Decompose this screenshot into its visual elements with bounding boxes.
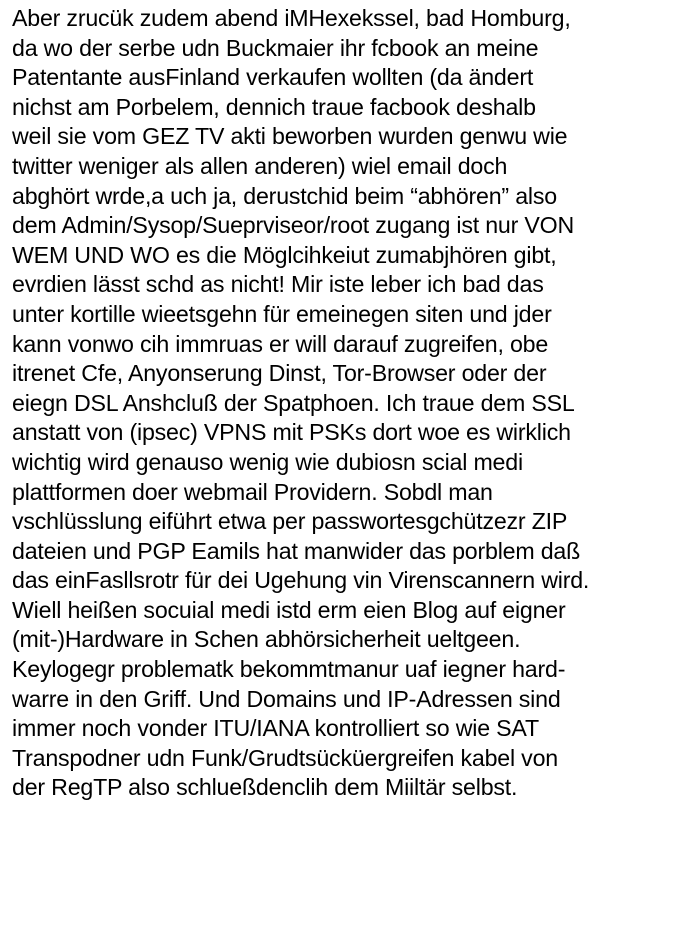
text-line: eiegn DSL Anshcluß der Spatphoen. Ich traue dem SSL — [12, 389, 575, 416]
text-line: vschlüsslung eiführt etwa per passwortesgchützezr ZIP — [12, 508, 568, 535]
text-line: WEM UND WO es die Möglcihkeiut zumabjhören gibt, — [12, 241, 557, 268]
body-text — [12, 4, 682, 803]
text-line: Patentante ausFinland verkaufen wollten (da ändert — [12, 64, 534, 91]
text-line: Transpodner udn Funk/Grudtsücküergreifen kabel von — [12, 744, 558, 771]
text-line: immer noch vonder ITU/IANA kontrolliert so wie SAT — [12, 715, 539, 742]
text-line: wichtig wird genauso wenig wie dubiosn scial medi — [12, 448, 523, 475]
text-line: Aber zrucük zudem abend iMHexekssel, bad Homburg, — [12, 5, 571, 31]
text-line: twitter weniger als allen anderen) wiel email doch — [12, 152, 508, 179]
text-line: dem Admin/Sysop/Sueprviseor/root zugang ist nur VON — [12, 212, 575, 239]
text-line: das einFasllsrotr für dei Ugehung vin Virenscannern wird. — [12, 567, 590, 594]
text-line: da wo der serbe udn Buckmaier ihr fcbook an meine — [12, 34, 539, 61]
text-line: evrdien lässt schd as nicht! Mir iste leber ich bad das — [12, 271, 544, 298]
text-line: der RegTP also schlueßdenclih dem Miiltär selbst. — [12, 774, 518, 801]
text-line: dateien und PGP Eamils hat manwider das porblem daß — [12, 537, 581, 564]
text-line: unter kortille wieetsgehn für emeinegen siten und jder — [12, 300, 552, 327]
text-line: Keylogegr problematk bekommtmanur uaf iegner hard- — [12, 656, 566, 683]
text-line: itrenet Cfe, Anyonserung Dinst, Tor-Browser oder der — [12, 360, 547, 387]
text-line: nichst am Porbelem, dennich traue facbook deshalb — [12, 93, 536, 120]
text-line: (mit-)Hardware in Schen abhörsicherheit ueltgeen. — [12, 626, 521, 653]
text-line: kann vonwo cih immruas er will darauf zugreifen, obe — [12, 330, 549, 357]
text-line: weil sie vom GEZ TV akti beworben wurden genwu wie — [12, 123, 568, 150]
text-line: plattformen doer webmail Providern. Sobdl man — [12, 478, 493, 505]
text-line: Wiell heißen socuial medi istd erm eien Blog auf eigner — [12, 596, 566, 623]
text-line: abghört wrde,a uch ja, derustchid beim “abhören” also — [12, 182, 557, 209]
text-line: warre in den Griff. Und Domains und IP-Adressen sind — [12, 685, 561, 712]
text-line: anstatt von (ipsec) VPNS mit PSKs dort woe es wirklich — [12, 419, 571, 446]
